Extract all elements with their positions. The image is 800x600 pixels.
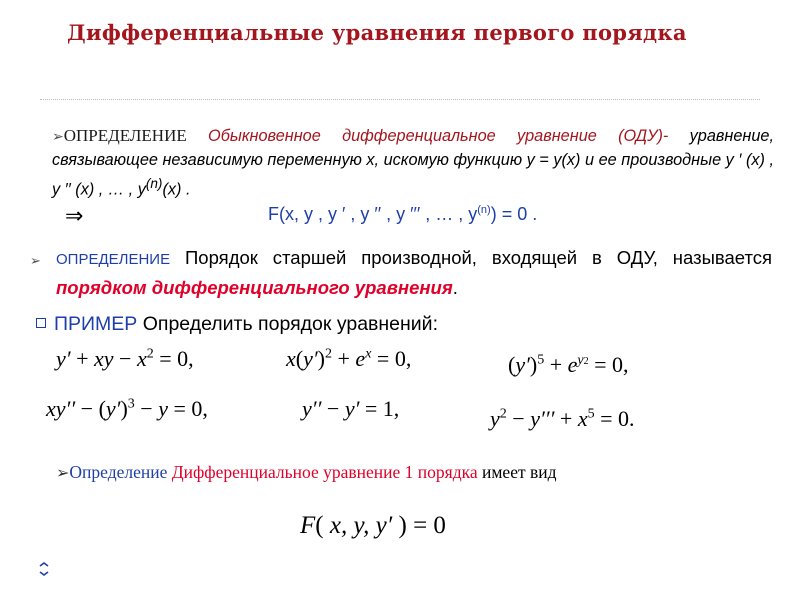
- order-term: порядком дифференциального уравнения: [56, 277, 453, 298]
- definition3-label: Определение: [69, 462, 168, 482]
- equation-1: y′ + xy − $x^2 = 0$,: [56, 346, 194, 371]
- definition-term: Обыкновенное дифференциальное уравнение (ОДУ)-: [208, 127, 669, 145]
- equation-6: $y^2 - y''' + x^5 = 0$.: [490, 406, 635, 431]
- example-label: ПРИМЕР: [54, 313, 138, 335]
- definition-label: ОПРЕДЕЛЕНИЕ: [63, 126, 187, 145]
- definition-first-order: ➢Определение Дифференциальное уравнение 1 порядка имеет вид: [56, 462, 557, 482]
- chevron-bullet-icon: ➢: [30, 254, 41, 269]
- implies-icon: ⇒: [65, 204, 84, 229]
- definition-order: ОПРЕДЕЛЕНИЕ Порядок старшей производной, входящей в ОДУ, называется порядком дифференциального уравнения.: [56, 247, 772, 298]
- derivatives-notation: y ′ (x) , y ′′ (x) , … , y: [52, 151, 774, 199]
- general-ode-formula: F(x, y , y ′ , y ′′ , y ′′′ , … , $y^{(n)}) = 0$ .: [268, 204, 538, 224]
- equation-2: $x(y')^2 + e^x = 0$,: [286, 346, 412, 371]
- title-separator: [40, 99, 760, 100]
- definition-ode: ➢ОПРЕДЕЛЕНИЕ Обыкновенное дифференциальное уравнение (ОДУ)- уравнение, связывающее независимую переменную x, искомую функцию y = y(x) и ее производные y ′ (x) , y ′′ (x) , … , $y^{(n)}(x)$ .: [52, 126, 774, 199]
- equation-5: y′′ − y′ = 1,: [302, 396, 400, 421]
- slide-title: Дифференциальные уравнения первого порядка: [67, 20, 687, 45]
- arrow-head-bullet-icon: ➢: [56, 465, 70, 482]
- definition2-label: ОПРЕДЕЛЕНИЕ: [56, 251, 171, 268]
- first-order-term: Дифференциальное уравнение 1 порядка: [167, 462, 478, 482]
- function-notation: y = y(x): [526, 151, 581, 169]
- equation-3: $(y')^5 + e^{y2} = 0$,: [508, 352, 629, 377]
- equation-4: $xy'' - (y')^3 - y = 0$,: [46, 396, 208, 421]
- chevron-down-up-icon[interactable]: [38, 562, 50, 579]
- example-heading: ПРИМЕР Определить порядок уравнений:: [36, 310, 756, 338]
- hollow-square-bullet-icon: [36, 318, 46, 328]
- first-order-formula: F( x, y, y′ ) = 0: [300, 512, 446, 539]
- arrow-head-bullet-icon: ➢: [52, 128, 64, 144]
